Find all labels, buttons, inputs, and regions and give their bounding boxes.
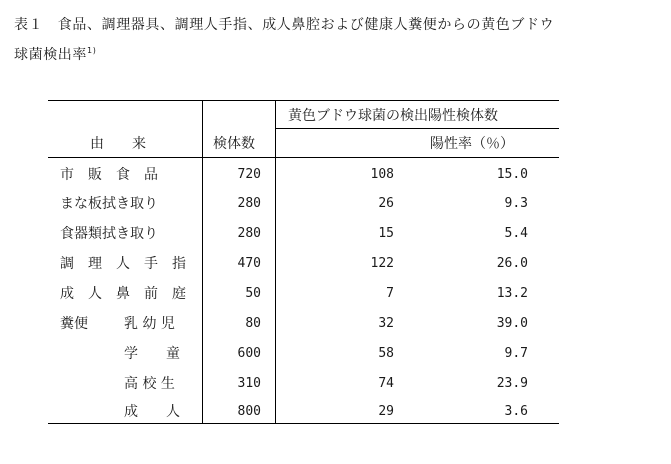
table-header-rule xyxy=(48,157,559,158)
row-positive-rate: 5.4 xyxy=(504,226,528,241)
row-positive-rate: 9.7 xyxy=(504,346,528,361)
column-divider-1 xyxy=(202,100,203,424)
row-origin-label: 高 校 生 xyxy=(124,376,175,392)
table-bottom-rule xyxy=(48,423,559,424)
row-positive-rate: 26.0 xyxy=(496,256,528,271)
row-sample-count: 50 xyxy=(245,286,261,301)
row-origin-label: 乳 幼 児 xyxy=(124,316,175,332)
header-sample-count: 検体数 xyxy=(213,136,255,152)
row-positive-rate: 39.0 xyxy=(496,316,528,331)
column-divider-2 xyxy=(275,100,276,424)
row-positive-count: 29 xyxy=(378,404,394,419)
row-group-label: 糞便 xyxy=(60,316,88,332)
table-caption-line1: 表１ 食品、調理器具、調理人手指、成人鼻腔および健康人糞便からの黄色ブドウ xyxy=(14,17,555,33)
row-positive-rate: 3.6 xyxy=(504,404,528,419)
table-top-rule xyxy=(48,100,559,101)
row-sample-count: 470 xyxy=(237,256,261,271)
row-positive-count: 74 xyxy=(378,376,394,391)
header-origin: 由 来 xyxy=(90,136,146,152)
row-positive-rate: 9.3 xyxy=(504,196,528,211)
table-caption-line2 xyxy=(14,44,96,64)
row-origin-label: 調 理 人 手 指 xyxy=(60,256,186,272)
row-sample-count: 800 xyxy=(237,404,261,419)
row-positive-rate: 13.2 xyxy=(496,286,528,301)
row-origin-label: 学 童 xyxy=(124,346,180,362)
row-positive-count: 108 xyxy=(370,167,394,182)
row-sample-count: 280 xyxy=(237,226,261,241)
row-sample-count: 600 xyxy=(237,346,261,361)
row-origin-label: 市 販 食 品 xyxy=(60,167,158,183)
row-sample-count: 720 xyxy=(237,167,261,182)
row-origin-label: 食器類拭き取り xyxy=(60,226,158,242)
row-positive-count: 7 xyxy=(386,286,394,301)
row-positive-count: 26 xyxy=(378,196,394,211)
row-positive-count: 15 xyxy=(378,226,394,241)
row-positive-count: 122 xyxy=(370,256,394,271)
header-positive-rate: 陽性率（％） xyxy=(430,136,514,152)
row-origin-label: 成 人 鼻 前 庭 xyxy=(60,286,186,302)
row-positive-count: 32 xyxy=(378,316,394,331)
row-positive-rate: 23.9 xyxy=(496,376,528,391)
row-positive-count: 58 xyxy=(378,346,394,361)
table-caption-line2-text: 球菌検出率 xyxy=(14,47,87,63)
footnote-marker: 1) xyxy=(87,46,97,55)
header-positive-group: 黄色ブドウ球菌の検出陽性検体数 xyxy=(288,108,498,124)
row-origin-label: 成 人 xyxy=(124,404,180,420)
row-sample-count: 280 xyxy=(237,196,261,211)
row-sample-count: 310 xyxy=(237,376,261,391)
row-origin-label: まな板拭き取り xyxy=(60,196,158,212)
row-positive-rate: 15.0 xyxy=(496,167,528,182)
row-sample-count: 80 xyxy=(245,316,261,331)
group-header-rule xyxy=(275,128,559,129)
